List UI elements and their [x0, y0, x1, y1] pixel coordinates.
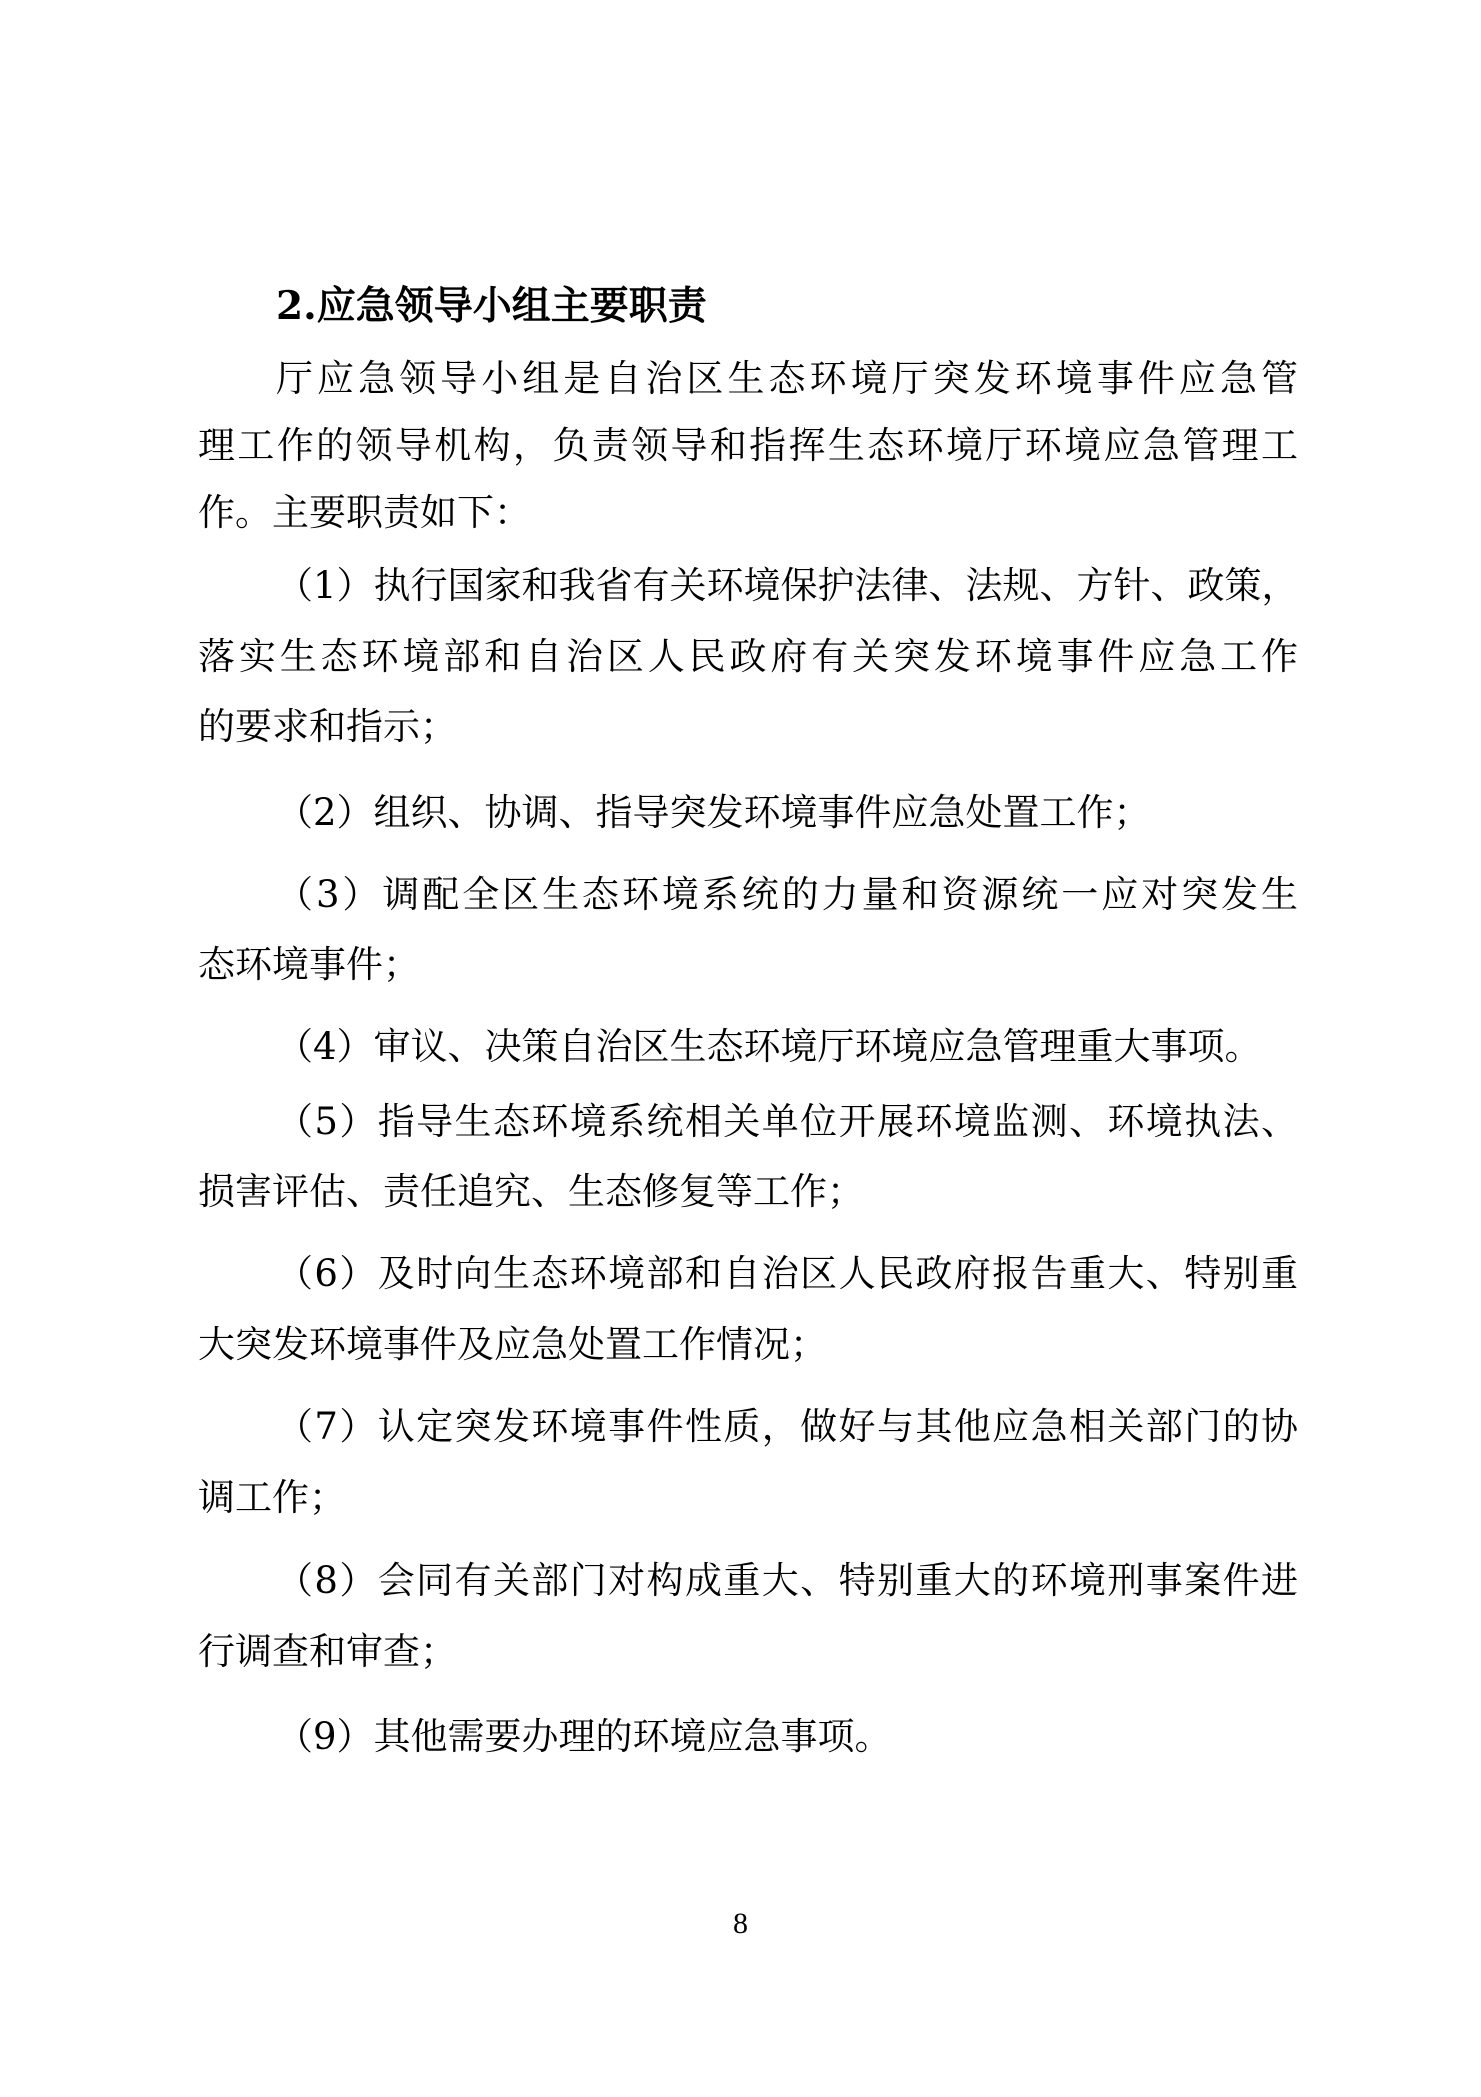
paragraph-line: 的要求和指示；: [198, 705, 457, 748]
paragraph-line: 调工作；: [198, 1476, 346, 1519]
paragraph-line: （7）认定突发环境事件性质，做好与其他应急相关部门的协: [276, 1405, 1298, 1448]
paragraph-line: （3）调配全区生态环境系统的力量和资源统一应对突发生: [276, 873, 1298, 916]
paragraph-line: 大突发环境事件及应急处置工作情况；: [198, 1323, 827, 1366]
paragraph-line: 理工作的领导机构，负责领导和指挥生态环境厅环境应急管理工: [198, 424, 1298, 467]
paragraph-line: 态环境事件；: [198, 943, 420, 986]
paragraph-line: 作。主要职责如下：: [198, 491, 531, 534]
paragraph-line: （4）审议、决策自治区生态环境厅环境应急管理重大事项。: [276, 1025, 1262, 1068]
paragraph-line: （1）执行国家和我省有关环境保护法律、法规、方针、政策，: [276, 564, 1299, 607]
paragraph-line: （8）会同有关部门对构成重大、特别重大的环境刑事案件进: [276, 1559, 1298, 1602]
paragraph-line: （5）指导生态环境系统相关单位开展环境监测、环境执法、: [276, 1100, 1298, 1143]
paragraph-line: 损害评估、责任追究、生态修复等工作；: [198, 1170, 864, 1213]
paragraph-line: 落实生态环境部和自治区人民政府有关突发环境事件应急工作: [198, 635, 1298, 678]
section-heading: 2.应急领导小组主要职责: [276, 283, 707, 329]
paragraph-line: （2）组织、协调、指导突发环境事件应急处置工作；: [276, 791, 1151, 834]
paragraph-line: 行调查和审查；: [198, 1630, 457, 1673]
paragraph-line: （9）其他需要办理的环境应急事项。: [276, 1715, 892, 1758]
paragraph-line: 厅应急领导小组是自治区生态环境厅突发环境事件应急管: [276, 357, 1298, 400]
paragraph-line: （6）及时向生态环境部和自治区人民政府报告重大、特别重: [276, 1252, 1298, 1295]
page-number: 8: [733, 1907, 748, 1940]
